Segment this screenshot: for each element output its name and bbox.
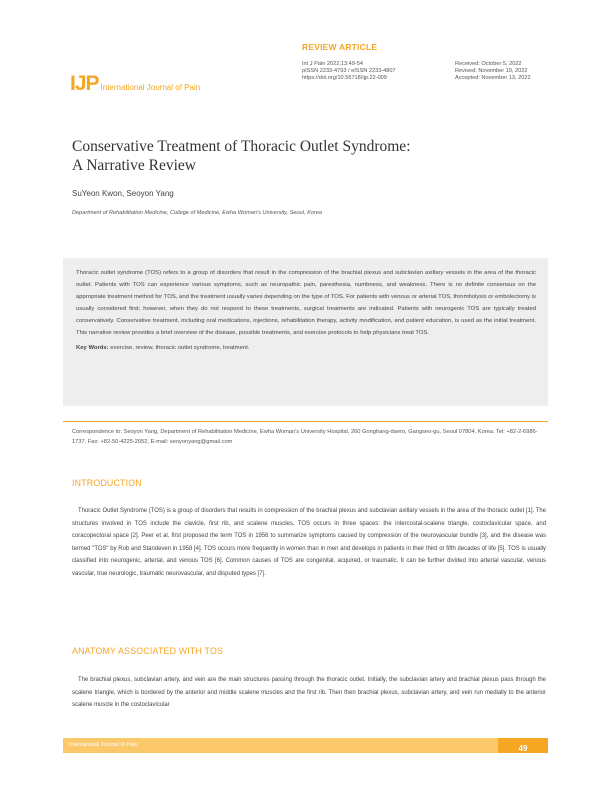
title-line-1: Conservative Treatment of Thoracic Outlet Syndrome: xyxy=(72,138,411,155)
journal-name: International Journal of Pain xyxy=(100,83,201,92)
footer-page-box xyxy=(498,738,548,753)
introduction-paragraph: Thoracic Outlet Syndrome (TOS) is a group of disorders that results in compression of the brachial plexus and subclavian axillary vessels in the area of the thoracic outlet [1]. The structures involved in TOS include the clavicle, first rib, and scalene muscles. TOS occurs in three spaces: the intercostal-scalene triangle, costoclavicular space, and coracopectoral space [2]. Peer et al. first proposed the term TOS in 1956 to summarize symptoms caused by compression of the neurovascular bundle [3], and the disease was termed "TOS" by Rob and Standeven in 1958 [4]. TOS occurs more frequently in women than in men and develops in patients in their third or fifth decades of life [5]. TOS is usually classified into neurogenic, arterial, and venous TOS [6]. Common causes of TOS are congenital, acquired, or traumatic. It can be further divided into arterial vascular, venous vascular, true neurologic, traumatic neurovascular, and disputed types [7]. xyxy=(72,508,546,577)
keywords-label: Key Words: xyxy=(76,345,109,351)
revised-date: Revised: November 10, 2022 xyxy=(455,68,528,75)
anatomy-paragraph: The brachial plexus, subclavian artery, and vein are the main structures passing through the thoracic outlet. Initially, the subclavian artery and brachial plexus pass through the scalene triangle, which is bordered by the anterior and middle scalene muscles and the first rib. Then then brachial plexus, subclavian artery, and vein run medially to the anterior scalene muscle in the costoclavicular xyxy=(72,677,546,709)
affiliation: Department of Rehabilitation Medicine, College of Medicine, Ewha Woman's University, Seoul, Korea xyxy=(72,210,323,216)
article-title xyxy=(72,137,492,175)
doi-link[interactable]: https://doi.org/10.56718/ijp.22-009 xyxy=(302,75,387,82)
page-number: 49 xyxy=(518,744,528,753)
footer-journal-name: International Journal of Pain xyxy=(69,742,138,748)
title-line-2: A Narrative Review xyxy=(72,157,196,174)
logo-mark: IJP xyxy=(70,72,99,95)
publication-info xyxy=(302,61,396,83)
issn: pISSN 2233-4793 / eISSN 2233-4807 xyxy=(302,68,396,75)
anatomy-heading: ANATOMY ASSOCIATED WITH TOS xyxy=(72,646,224,656)
authors: SuYeon Kwon, Seoyon Yang xyxy=(72,189,174,198)
keywords xyxy=(76,342,536,354)
correspondence: Correspondence to: Seoyon Yang, Department of Rehabilitation Medicine, Ewha Woman's University Hospital, 260 Gonghang-daero, Gangseo-gu, Seoul 07804, Korea. Tel: +82-2-6986-1737, Fax: +82-50-4225-2052, E-mail: seoyonyang@gmail.com xyxy=(72,429,538,445)
article-type: REVIEW ARTICLE xyxy=(302,42,378,52)
keywords-list: exercise, review, thoracic outlet syndrome, treatment. xyxy=(108,345,250,351)
abstract-box xyxy=(63,258,548,406)
footer-bar xyxy=(63,738,548,753)
journal-logo xyxy=(70,73,200,94)
citation: Int J Pain 2022;13:49-54 xyxy=(302,61,363,67)
abstract-text: Thoracic outlet syndrome (TOS) refers to a group of disorders that result in the compression of the brachial plexus and subclavian axillary vessels in the area of the thoracic outlet. Patients with TOS can experience various symptoms, such as neuropathic pain, paresthesia, numbness, and weakness. There is no definite consensus on the appropriate treatment method for TOS, and the treatment usually varies depending on the type of TOS. For patients with venous or arterial TOS, thrombolysis or embolectomy is usually considered first; however, when they do not respond to these treatments, surgical treatments are indicated. Patients with neurogenic TOS are typically treated conservatively. Conservative treatment, including oral medications, injections, rehabilitation therapy, activity modification, and patient education, is used as the initial treatment. This narrative review provides a brief overview of the disease, possible treatments, and exercise protocols to help physicians treat TOS. xyxy=(76,270,536,336)
introduction-heading: INTRODUCTION xyxy=(72,478,142,488)
correspondence-divider xyxy=(63,421,548,422)
received-date: Received: October 5, 2022 xyxy=(455,61,522,67)
article-dates xyxy=(455,61,531,83)
accepted-date: Accepted: November 13, 2022 xyxy=(455,75,531,82)
